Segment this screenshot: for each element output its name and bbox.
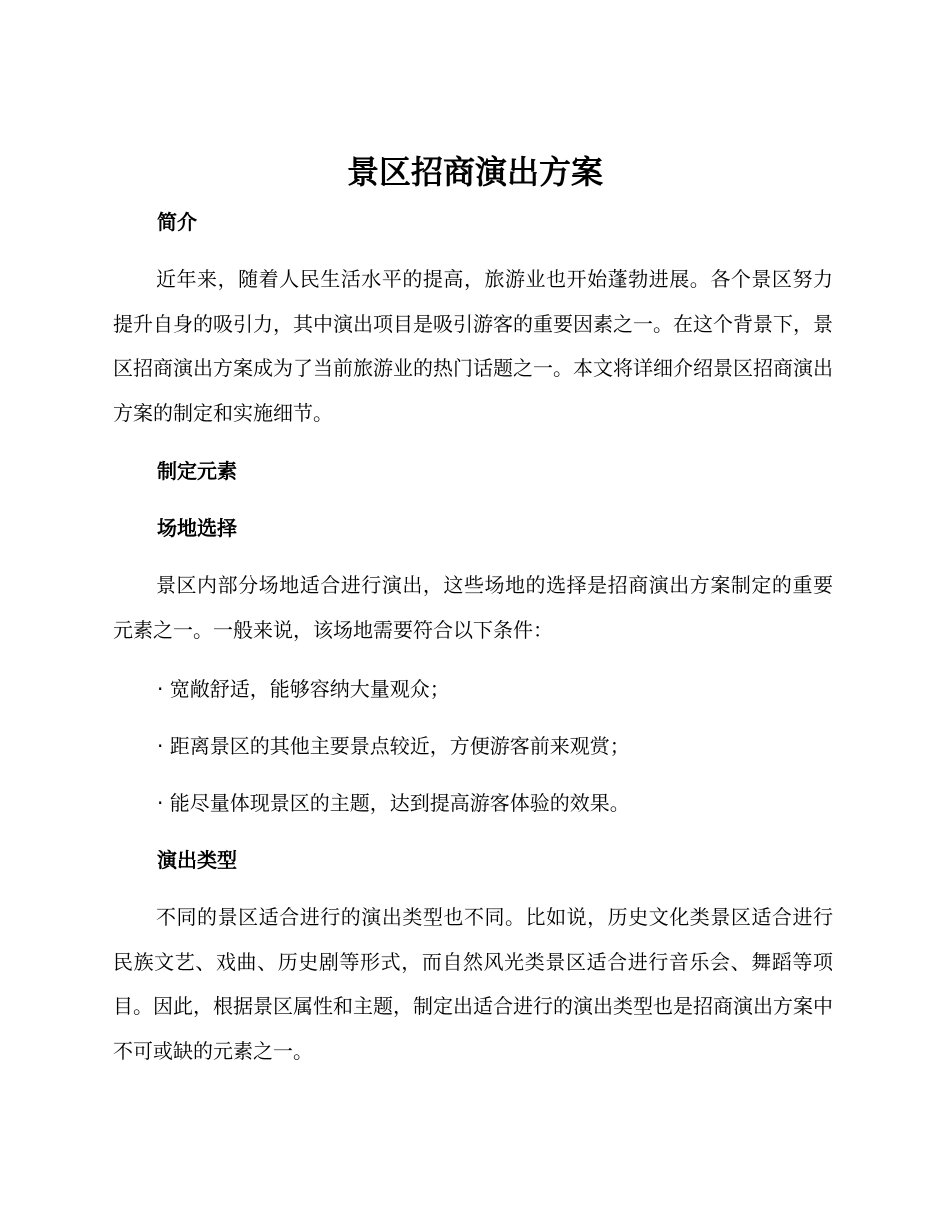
section-heading-type: 演出类型 — [157, 848, 237, 872]
section-heading-elements: 制定元素 — [157, 459, 237, 483]
document-title: 景区招商演出方案 — [346, 153, 603, 191]
section-heading-venue: 场地选择 — [157, 516, 237, 540]
venue-bullet-item: · 距离景区的其他主要景点较近，方便游客前来观赏； — [157, 734, 630, 758]
venue-bullet-item: · 宽敞舒适，能够容纳大量观众； — [157, 677, 450, 701]
intro-paragraph: 近年来，随着人民生活水平的提高，旅游业也开始蓬勃进展。各个景区努力提升自身的吸引力，其中演出项目是吸引游客的重要因素之一。在这个背景下，景区招商演出方案成为了当前旅游业的热门话题之一。本文将详细介绍景区招商演出方案的制定和实施细节。 — [113, 267, 833, 425]
section-heading-intro: 简介 — [157, 210, 197, 234]
type-paragraph: 不同的景区适合进行的演出类型也不同。比如说，历史文化类景区适合进行民族文艺、戏曲、历史剧等形式，而自然风光类景区适合进行音乐会、舞蹈等项目。因此，根据景区属性和主题，制定出适合进行的演出类型也是招商演出方案中不可或缺的元素之一。 — [113, 905, 833, 1063]
venue-paragraph: 景区内部分场地适合进行演出，这些场地的选择是招商演出方案制定的重要元素之一。一般来说，该场地需要符合以下条件： — [113, 573, 833, 642]
venue-bullet-item: · 能尽量体现景区的主题，达到提高游客体验的效果。 — [157, 791, 630, 815]
